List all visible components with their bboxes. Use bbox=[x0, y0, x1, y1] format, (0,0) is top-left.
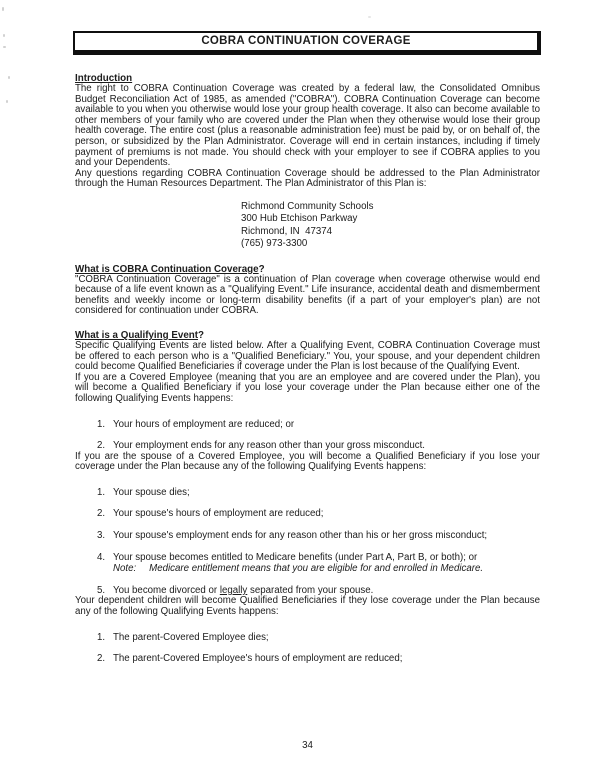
item-number: 2. bbox=[97, 508, 106, 520]
item-number: 1. bbox=[97, 631, 106, 643]
item-number: 1. bbox=[97, 486, 106, 498]
item-text: Your hours of employment are reduced; or bbox=[113, 418, 295, 430]
scan-artifact bbox=[368, 16, 371, 18]
item-number: 2. bbox=[97, 440, 106, 452]
questions-paragraph: Any questions regarding COBRA Continuation Coverage should be addressed to the Plan Administrator through the Human Resources Department. The Plan Administrator of this Plan is: bbox=[75, 167, 540, 190]
item-text: Your spouse dies; bbox=[113, 486, 190, 498]
covered-employee-list bbox=[75, 420, 540, 452]
scan-artifact bbox=[8, 76, 10, 79]
item-text-post: separated from your spouse. bbox=[247, 584, 374, 596]
scan-artifact bbox=[2, 7, 4, 11]
scan-artifact bbox=[3, 46, 6, 48]
item-main-text: Your spouse becomes entitled to Medicare benefits (under Part A, Part B, or both); or bbox=[113, 551, 478, 563]
administrator-name: Richmond Community Schools bbox=[241, 200, 374, 212]
qualifying-event-paragraph: Specific Qualifying Events are listed below. After a Qualifying Event, COBRA Continuation Coverage must be offered to each person who is a "Qualified Beneficiary." You, your spouse, and your dependent children could become Qualified Beneficiaries if coverage under the Plan is lost because of the Qualifying Event. bbox=[75, 339, 540, 373]
section-heading-what-is-cobra bbox=[75, 264, 540, 275]
list-item bbox=[75, 633, 540, 644]
list-item bbox=[75, 553, 540, 575]
administrator-city: Richmond, IN 47374 bbox=[241, 225, 333, 237]
item-text-pre: You become divorced or bbox=[113, 584, 220, 596]
dependent-children-paragraph: Your dependent children will become Qualified Beneficiaries if they lose coverage under the Plan because any of the following Qualifying Events happens: bbox=[75, 595, 540, 618]
item-text bbox=[113, 553, 540, 575]
heading-text: Introduction bbox=[75, 73, 133, 84]
list-item bbox=[75, 509, 540, 520]
covered-employee-paragraph: If you are a Covered Employee (meaning that you are an employee and are covered under the Plan), you will become a Qualified Beneficiary if you lose your coverage under the Plan because either one of the following Qualifying Events happens: bbox=[75, 371, 540, 404]
page-number: 34 bbox=[302, 740, 313, 751]
item-text: The parent-Covered Employee's hours of employment are reduced; bbox=[113, 653, 403, 665]
spouse-paragraph: If you are the spouse of a Covered Employee, you will become a Qualified Beneficiary if you lose your coverage under the Plan because any of the following Qualifying Events happens: bbox=[75, 450, 540, 473]
scan-artifact bbox=[3, 34, 5, 37]
item-number: 1. bbox=[97, 418, 106, 430]
medicare-note bbox=[113, 564, 540, 575]
note-text: Medicare entitlement means that you are eligible for and enrolled in Medicare. bbox=[149, 563, 484, 575]
item-text: Your employment ends for any reason other than your gross misconduct. bbox=[113, 440, 425, 452]
item-number: 5. bbox=[97, 584, 106, 596]
heading-suffix: ? bbox=[258, 263, 265, 275]
heading-text: What is a Qualifying Event bbox=[75, 329, 199, 341]
item-text-underlined: legally bbox=[219, 584, 248, 596]
introduction-paragraph: The right to COBRA Continuation Coverage was created by a federal law, the Consolidated Omnibus Budget Reconciliation Act of 1985, as amended ("COBRA"). COBRA Continuation Coverage can become available to you when you otherwise would lose your group health coverage. It also can become available to other members of your family who are covered under the Plan when they otherwise would lose their group health coverage. The entire cost (plus a reasonable administration fee) must be paid by, or on behalf of, the person, or subsidized by the Plan Administrator. Coverage will end in certain instances, including if timely payment of premiums is not made. You should check with your employer to see if COBRA applies to you and your Dependents. bbox=[75, 83, 540, 169]
document-title: COBRA CONTINUATION COVERAGE bbox=[201, 35, 411, 47]
document-title-box bbox=[73, 31, 541, 55]
what-is-cobra-paragraph: "COBRA Continuation Coverage" is a continuation of Plan coverage when coverage otherwise would end because of a life event known as a "Qualifying Event." Life insurance, accidental death and dismemberment benefits and weekly income or long-term disability benefits (if a part of your employer's plan) are not considered for continuation under COBRA. bbox=[75, 273, 540, 317]
item-number: 4. bbox=[97, 551, 106, 563]
item-text: The parent-Covered Employee dies; bbox=[113, 631, 269, 643]
spouse-list bbox=[75, 488, 540, 597]
dependent-children-list bbox=[75, 633, 540, 665]
item-number: 3. bbox=[97, 530, 106, 542]
scan-artifact bbox=[6, 100, 8, 103]
heading-suffix: ? bbox=[198, 329, 205, 341]
list-item bbox=[75, 420, 540, 431]
plan-administrator-address bbox=[241, 201, 540, 251]
note-label: Note: bbox=[113, 563, 137, 575]
list-item bbox=[75, 531, 540, 542]
item-text: Your spouse's employment ends for any reason other than his or her gross misconduct; bbox=[113, 530, 488, 542]
item-text: Your spouse's hours of employment are reduced; bbox=[113, 508, 324, 520]
item-number: 2. bbox=[97, 653, 106, 665]
administrator-street: 300 Hub Etchison Parkway bbox=[241, 213, 358, 225]
list-item bbox=[75, 654, 540, 665]
administrator-phone: (765) 973-3300 bbox=[241, 238, 308, 250]
document-content bbox=[75, 31, 540, 665]
list-item bbox=[75, 488, 540, 499]
heading-text: What is COBRA Continuation Coverage bbox=[75, 263, 259, 275]
